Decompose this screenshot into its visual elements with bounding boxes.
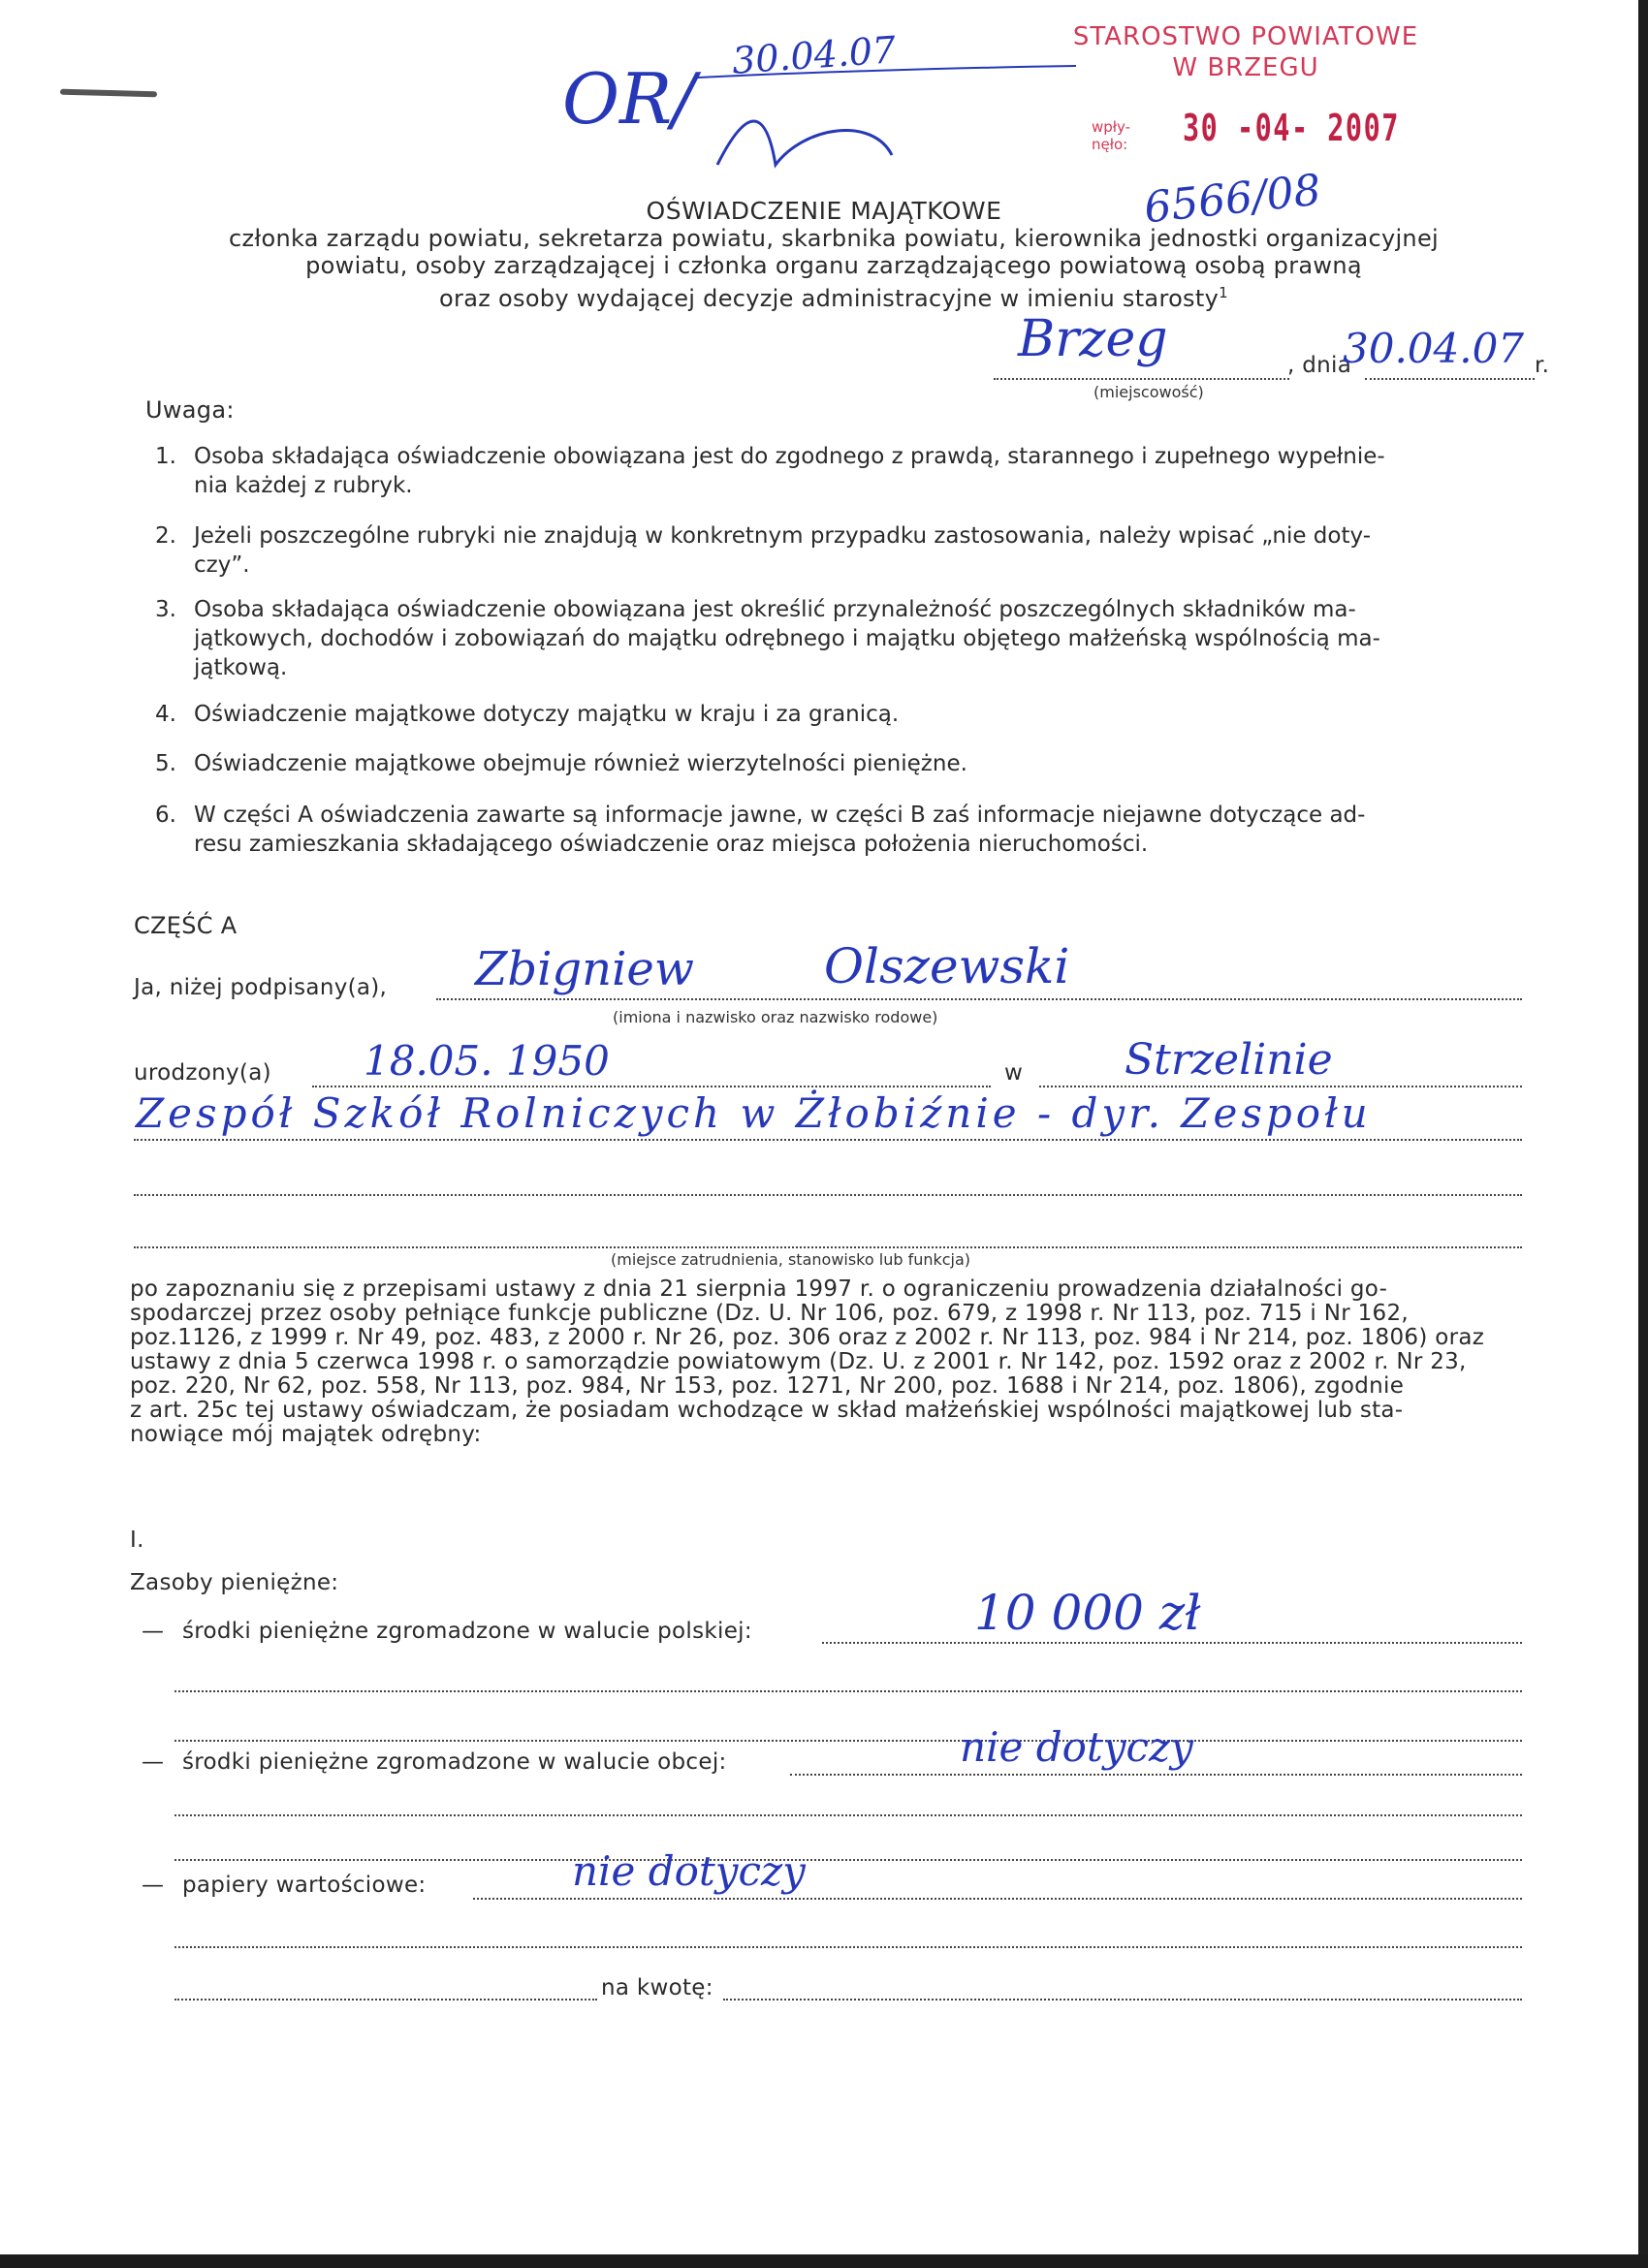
note-number: 3.: [155, 597, 176, 622]
note-line: W części A oświadczenia zawarte są informacje jawne, w części B zaś informacje niejawne dotyczące ad-: [194, 803, 1366, 828]
note-number: 4.: [155, 702, 176, 727]
dash: —: [142, 1619, 165, 1644]
born-date-line: [312, 1086, 991, 1087]
note-line: nia każdej z rubryk.: [194, 473, 413, 498]
footnote-mark: 1: [1219, 284, 1228, 301]
statement-line: poz. 220, Nr 62, poz. 558, Nr 113, poz. 984, Nr 153, poz. 1271, Nr 200, poz. 1688 i Nr 214, poz. 1806), zgodnie: [130, 1373, 1405, 1399]
place-value: Brzeg: [1018, 310, 1168, 368]
place-caption: (miejscowość): [1093, 383, 1204, 401]
born-in-label: w: [1004, 1060, 1024, 1086]
amount-label: na kwotę:: [601, 1975, 713, 2000]
stamp-office-line2: W BRZEGU: [1172, 53, 1319, 82]
pln-extra-line: [174, 1690, 1522, 1692]
signed-label: Ja, niżej podpisany(a),: [134, 975, 388, 1000]
office-stamp: [1066, 21, 1425, 83]
foreign-value: nie dotyczy: [960, 1723, 1193, 1771]
note-line: Osoba składająca oświadczenie obowiązana jest do zgodnego z prawdą, starannego i zupełnego wypełnie-: [194, 444, 1385, 469]
note-number: 5.: [155, 751, 176, 776]
subtitle-line: członka zarządu powiatu, sekretarza powiatu, skarbnika powiatu, kierownika jednostki organizacyjnej: [229, 225, 1439, 252]
note-line: jątkowych, dochodów i zobowiązań do majątku odrębnego i majątku objętego małżeńską wspólnością ma-: [194, 626, 1380, 651]
foreign-label: środki pieniężne zgromadzone w walucie obcej:: [182, 1749, 727, 1775]
employment-value: Zespół Szkół Rolniczych w Żłobiźnie - dyr. Zespołu: [136, 1089, 1372, 1137]
note-line: Jeżeli poszczególne rubryki nie znajdują w konkretnym przypadku zastosowania, należy wpisać „nie doty-: [194, 523, 1371, 549]
employment-line-3: [134, 1246, 1522, 1248]
subtitle-line: powiatu, osoby zarządzającej i członka organu zarządzającego powiatową osobą prawną: [305, 252, 1362, 279]
note-line: jątkową.: [194, 655, 288, 680]
signed-first-name: Zbigniew: [475, 942, 694, 996]
dash: —: [142, 1749, 165, 1775]
note-number: 6.: [155, 803, 176, 828]
staple-mark: [60, 89, 157, 98]
name-caption: (imiona i nazwisko oraz nazwisko rodowe): [613, 1008, 938, 1026]
part-a-heading: CZĘŚĆ A: [134, 912, 238, 939]
subtitle-line: [145, 279, 1522, 312]
pln-extra-line: [174, 1740, 1522, 1742]
foreign-field-line: [790, 1774, 1522, 1776]
note-line: Osoba składająca oświadczenie obowiązana jest określić przynależność poszczególnych składników ma-: [194, 597, 1356, 622]
subtitle-line-text: oraz osoby wydającej decyzje administracyjne w imieniu starosty: [439, 285, 1220, 312]
stamp-received-date: 30 -04- 2007: [1183, 107, 1400, 149]
employment-line-2: [134, 1194, 1522, 1196]
date-label: , dnia: [1287, 353, 1352, 378]
document-subtitle: [145, 225, 1522, 312]
note-line: resu zamieszkania składającego oświadczenie oraz miejsca położenia nieruchomości.: [194, 832, 1149, 857]
securities-extra-line: [174, 1946, 1522, 1948]
handwritten-header-date: 30.04.07: [730, 28, 898, 82]
born-label: urodzony(a): [134, 1060, 271, 1086]
note-line: czy”.: [194, 552, 250, 578]
note-line: Oświadczenie majątkowe dotyczy majątku w kraju i za granicą.: [194, 702, 900, 727]
date-field-line: [1365, 378, 1535, 380]
employment-caption: (miejsce zatrudnienia, stanowisko lub funkcja): [611, 1250, 971, 1269]
stamp-office-line1: STAROSTWO POWIATOWE: [1072, 22, 1419, 51]
foreign-extra-line: [174, 1814, 1522, 1816]
section-heading: Zasoby pieniężne:: [130, 1570, 339, 1595]
dash: —: [142, 1873, 165, 1898]
amount-field-line: [723, 1999, 1522, 2000]
pln-value: 10 000 zł: [974, 1585, 1201, 1641]
handwritten-strokes: [679, 48, 1086, 184]
foreign-extra-line: [174, 1859, 1522, 1861]
securities-value: nie dotyczy: [572, 1847, 806, 1895]
notes-heading: Uwaga:: [145, 396, 235, 424]
note-number: 2.: [155, 523, 176, 549]
year-suffix: r.: [1535, 353, 1550, 378]
securities-field-line: [473, 1898, 1522, 1900]
statement-line: spodarczej przez osoby pełniące funkcje publiczne (Dz. U. Nr 106, poz. 679, z 1998 r. Nr 113, poz. 715 i Nr 162,: [130, 1301, 1409, 1326]
signed-last-name: Olszewski: [824, 938, 1070, 994]
handwritten-number: 6566/08: [1141, 165, 1323, 234]
place-field-line: [994, 378, 1289, 380]
statement-line: nowiące mój majątek odrębny:: [130, 1422, 482, 1447]
born-place-line: [1039, 1086, 1522, 1087]
pln-label: środki pieniężne zgromadzone w walucie polskiej:: [182, 1619, 752, 1644]
scan-edge: [0, 2254, 1648, 2268]
scan-edge: [1638, 0, 1648, 2268]
section-roman: I.: [130, 1528, 144, 1553]
note-number: 1.: [155, 444, 176, 469]
pln-field-line: [822, 1642, 1522, 1644]
born-place: Strzelinie: [1125, 1035, 1333, 1085]
name-field-line: [436, 998, 1522, 1000]
born-date: 18.05. 1950: [364, 1037, 610, 1085]
note-line: Oświadczenie majątkowe obejmuje również wierzytelności pieniężne.: [194, 751, 967, 776]
statement-line: ustawy z dnia 5 czerwca 1998 r. o samorządzie powiatowym (Dz. U. z 2001 r. Nr 142, poz. 1592 oraz z 2002 r. Nr 23,: [130, 1349, 1467, 1374]
employment-line-1: [134, 1139, 1522, 1141]
amount-line-left: [174, 1999, 597, 2000]
statement-paragraph: [130, 1277, 1484, 1447]
securities-label: papiery wartościowe:: [182, 1873, 427, 1898]
statement-line: po zapoznaniu się z przepisami ustawy z dnia 21 sierpnia 1997 r. o ograniczeniu prowadzenia działalności go-: [130, 1276, 1388, 1302]
document-title: OŚWIADCZENIE MAJĄTKOWE: [646, 197, 1002, 225]
stamp-received-label: wpły- nęło:: [1092, 118, 1131, 153]
statement-line: z art. 25c tej ustawy oświadczam, że posiadam wchodzące w skład małżeńskiej wspólności majątkowej lub sta-: [130, 1398, 1404, 1423]
statement-line: poz.1126, z 1999 r. Nr 49, poz. 483, z 2000 r. Nr 26, poz. 306 oraz z 2002 r. Nr 113, poz. 984 i Nr 214, poz. 1806) oraz: [130, 1325, 1485, 1350]
date-value: 30.04.07: [1343, 325, 1525, 372]
handwritten-mark: OR/: [562, 58, 696, 140]
